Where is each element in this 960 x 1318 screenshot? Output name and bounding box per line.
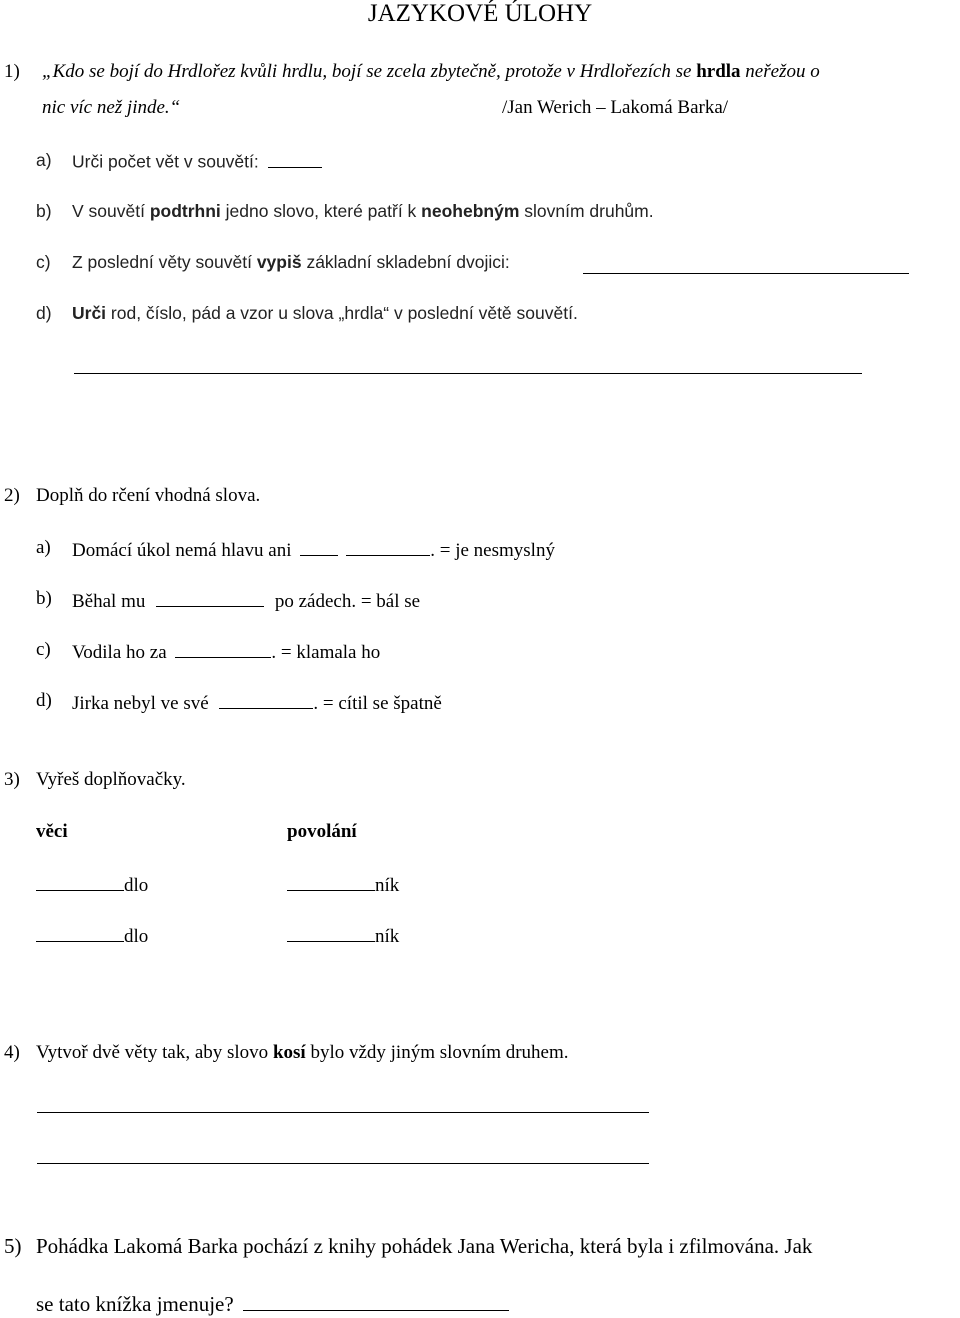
answer-blank-5[interactable] (243, 1290, 509, 1311)
task-5-number: 5) (4, 1234, 22, 1258)
puzzle-item: dlo (36, 923, 148, 948)
answer-blank-3-col1-2[interactable] (36, 923, 124, 942)
task-2c-text: Vodila ho za . = klamala ho (72, 639, 380, 664)
task-2d-text: Jirka nebyl ve své . = cítil se špatně (72, 690, 442, 715)
answer-line-4-2[interactable] (37, 1163, 649, 1164)
column-header-veci: věci (36, 821, 68, 842)
answer-blank-2b[interactable] (156, 588, 264, 607)
quote-source: /Jan Werich – Lakomá Barka/ (502, 97, 729, 118)
answer-line-1d[interactable] (74, 373, 862, 374)
answer-blank-1a[interactable] (268, 150, 322, 168)
task-2c-label: c) (36, 639, 51, 660)
answer-blank-3-col1-1[interactable] (36, 872, 124, 891)
puzzle-item: dlo (36, 872, 148, 897)
task-5-line1: Pohádka Lakomá Barka pochází z knihy pohádek Jana Wericha, která byla i zfilmována. Jak (36, 1234, 813, 1258)
task-2-heading: Doplň do rčení vhodná slova. (36, 485, 261, 506)
quote-bold-word: hrdla (696, 61, 741, 82)
task-2d-label: d) (36, 690, 52, 711)
answer-blank-2a-2[interactable] (346, 537, 430, 556)
task-1-quote-line2: nic víc než jinde.“ (42, 97, 181, 118)
task-2b-label: b) (36, 588, 52, 609)
answer-blank-2d[interactable] (219, 690, 313, 709)
page-title: JAZYKOVÉ ÚLOHY (367, 0, 593, 27)
task-1a-label: a) (36, 150, 52, 170)
task-3-heading: Vyřeš doplňovačky. (36, 769, 186, 790)
task-1-number: 1) (4, 61, 20, 82)
answer-blank-3-col2-1[interactable] (287, 872, 375, 891)
answer-blank-2a-1[interactable] (300, 537, 338, 556)
task-3-number: 3) (4, 769, 20, 790)
answer-blank-3-col2-2[interactable] (287, 923, 375, 942)
task-2b-text: Běhal mu po zádech. = bál se (72, 588, 420, 613)
task-1a-question: Urči počet vět v souvětí: (72, 151, 259, 172)
task-1a-text (72, 150, 322, 173)
quote-text-part2: neřežou o (740, 61, 820, 82)
quote-text-part1: „Kdo se bojí do Hrdlořez kvůli hrdlu, bojí se zcela zbytečně, protože v Hrdlořezích se (42, 61, 697, 82)
task-1b-label: b) (36, 201, 52, 221)
answer-line-4-1[interactable] (37, 1112, 649, 1113)
task-1d-label: d) (36, 303, 52, 323)
task-1c-label: c) (36, 252, 51, 272)
column-header-povolani: povolání (287, 821, 357, 842)
task-4-text: Vytvoř dvě věty tak, aby slovo kosí bylo vždy jiným slovním druhem. (36, 1042, 569, 1063)
answer-blank-2c[interactable] (175, 639, 271, 658)
task-1-quote (42, 61, 820, 83)
task-4-number: 4) (4, 1042, 20, 1063)
task-2-number: 2) (4, 485, 20, 506)
task-2a-text: Domácí úkol nemá hlavu ani . = je nesmyslný (72, 537, 555, 562)
task-1c-text: Z poslední věty souvětí vypiš základní skladební dvojici: (72, 252, 510, 272)
puzzle-item: ník (287, 923, 399, 948)
task-5-line2: se tato knížka jmenuje? (36, 1290, 509, 1317)
task-1b-text: V souvětí podtrhni jedno slovo, které patří k neohebným slovním druhům. (72, 201, 654, 221)
task-1d-text: Urči rod, číslo, pád a vzor u slova „hrdla“ v poslední větě souvětí. (72, 303, 578, 323)
task-2a-label: a) (36, 537, 51, 558)
answer-line-1c[interactable] (583, 273, 909, 274)
puzzle-item: ník (287, 872, 399, 897)
